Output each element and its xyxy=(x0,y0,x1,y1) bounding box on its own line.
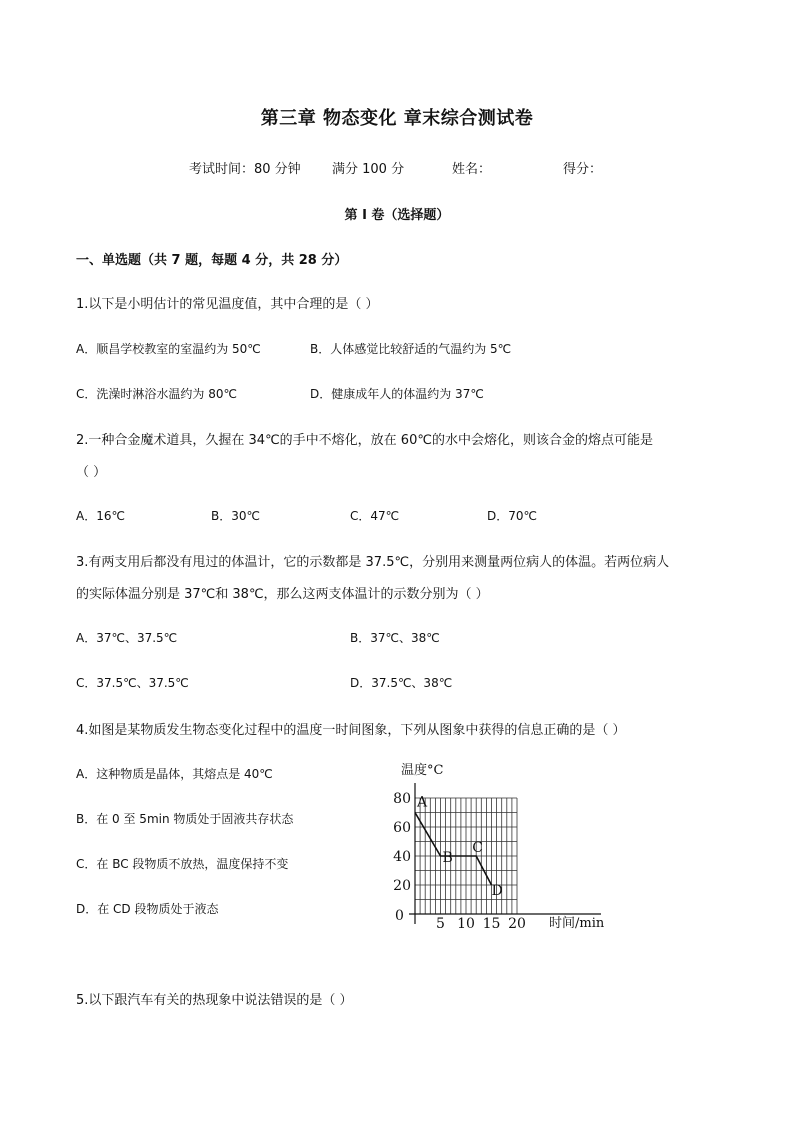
question-3-option-a: A．37℃、37.5℃ xyxy=(76,631,178,645)
question-2-stem-line-2: （ ） xyxy=(76,465,107,480)
question-3-option-c: C．37.5℃、37.5℃ xyxy=(76,676,189,690)
question-2-option-a: A．16℃ xyxy=(76,509,125,523)
page-title: 第三章 物态变化 章末综合测试卷 xyxy=(260,108,534,129)
question-1-option-d: D．健康成年人的体温约为 37℃ xyxy=(310,387,484,401)
question-1-option-b: B．人体感觉比较舒适的气温约为 5℃ xyxy=(310,342,512,356)
question-1-stem: 1.以下是小明估计的常见温度值，其中合理的是（ ） xyxy=(76,297,379,312)
question-2-option-d: D．70℃ xyxy=(487,509,537,523)
question-1-option-c: C．洗澡时淋浴水温约为 80℃ xyxy=(76,387,237,401)
y-tick-label: 80 xyxy=(393,791,411,807)
temperature-time-chart xyxy=(385,757,615,937)
question-2-stem-line-1: 2.一种合金魔术道具，久握在 34℃的手中不熔化，放在 60℃的水中会熔化，则该合金的熔点可能是 xyxy=(76,433,653,448)
question-3-stem-line-1: 3.有两支用后都没有甩过的体温计，它的示数都是 37.5℃，分别用来测量两位病人的体温。若两位病人 xyxy=(76,555,670,570)
question-4-option-b: B．在 0 至 5min 物质处于固液共存状态 xyxy=(76,812,294,826)
question-5-stem: 5.以下跟汽车有关的热现象中说法错误的是（ ） xyxy=(76,993,353,1008)
point-label-b: B xyxy=(442,850,453,866)
question-2-option-c: C．47℃ xyxy=(350,509,400,523)
full-score: 满分 100 分 xyxy=(332,162,405,177)
question-3-option-d: D．37.5℃、38℃ xyxy=(350,676,453,690)
y-tick-label: 60 xyxy=(393,820,411,836)
point-label-c: C xyxy=(472,840,483,856)
name-label: 姓名： xyxy=(452,162,492,177)
question-3-option-b: B．37℃、38℃ xyxy=(350,631,440,645)
part-heading: 一、单选题（共 7 题，每题 4 分，共 28 分） xyxy=(76,253,348,268)
y-tick-label: 40 xyxy=(393,849,411,865)
question-1-option-a: A．顺昌学校教室的室温约为 50℃ xyxy=(76,342,261,356)
x-axis-title: 时间/min xyxy=(549,916,605,931)
question-2-option-b: B．30℃ xyxy=(211,509,260,523)
y-tick-label: 20 xyxy=(393,878,411,894)
exam-time: 考试时间：80 分钟 xyxy=(189,162,301,177)
question-4-stem: 4.如图是某物质发生物态变化过程中的温度一时间图象，下列从图象中获得的信息正确的是（ ） xyxy=(76,723,626,738)
question-3-stem-line-2: 的实际体温分别是 37℃和 38℃，那么这两支体温计的示数分别为（ ） xyxy=(76,587,489,602)
point-label-a: A xyxy=(417,794,428,811)
grade-label: 得分： xyxy=(563,162,603,177)
question-4-option-a: A．这种物质是晶体，其熔点是 40℃ xyxy=(76,767,273,781)
x-tick-label: 5 xyxy=(436,916,445,932)
origin-label: 0 xyxy=(395,908,404,924)
y-axis-title: 温度°C xyxy=(401,763,444,778)
x-tick-label: 20 xyxy=(508,916,526,932)
section-title: 第 I 卷（选择题） xyxy=(344,208,450,223)
point-label-d: D xyxy=(491,883,503,899)
x-tick-label: 10 xyxy=(457,916,475,932)
question-4-option-c: C．在 BC 段物质不放热，温度保持不变 xyxy=(76,857,289,871)
question-4-option-d: D．在 CD 段物质处于液态 xyxy=(76,902,219,916)
x-tick-label: 15 xyxy=(482,916,501,932)
